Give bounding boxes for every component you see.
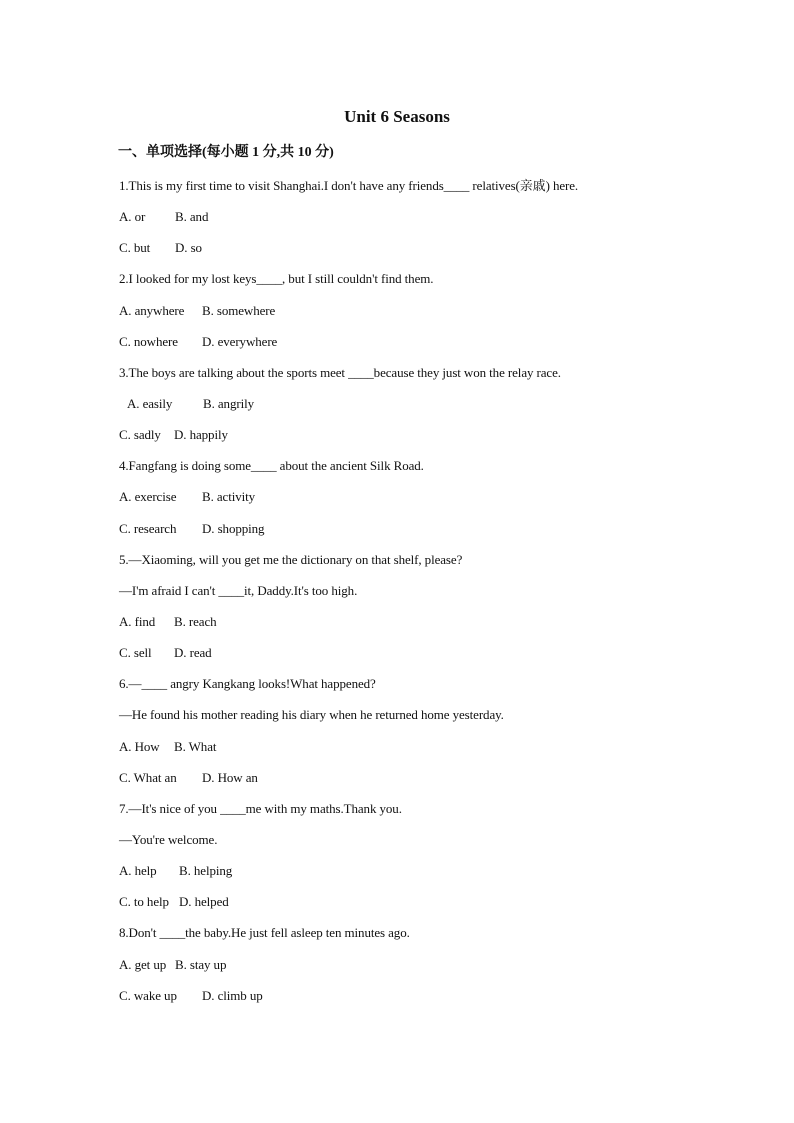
option-row (119, 301, 679, 332)
option-row (119, 861, 679, 892)
question-stem: 2.I looked for my lost keys____, but I still couldn't find them. (119, 271, 434, 287)
question-stem-continued: —You're welcome. (119, 831, 218, 847)
question-stem: 7.—It's nice of you ____me with my maths.Thank you. (119, 800, 402, 816)
option-row (119, 487, 679, 518)
option-b: B. helping (179, 863, 233, 879)
option-c: C. but (119, 240, 151, 256)
option-c: C. to help (119, 894, 169, 910)
question-stem-continued: —I'm afraid I can't ____it, Daddy.It's too high. (119, 582, 358, 598)
option-a: A. easily (127, 395, 173, 411)
option-row (119, 986, 679, 1017)
question-stem: 8.Don't ____the baby.He just fell asleep ten minutes ago. (119, 925, 410, 941)
option-row (119, 332, 679, 363)
option-a: A. get up (119, 956, 167, 972)
option-row (119, 737, 679, 768)
option-b: B. stay up (175, 956, 227, 972)
option-row (119, 612, 679, 643)
option-row (119, 519, 679, 550)
section-heading: 一、单项选择(每小题 1 分,共 10 分) (118, 145, 334, 160)
option-d: D. helped (179, 894, 229, 910)
option-d: D. happily (174, 427, 228, 443)
page-title: Unit 6 Seasons (344, 107, 450, 126)
option-c: C. wake up (119, 987, 177, 1003)
option-a: A. help (119, 863, 157, 879)
option-a: A. How (119, 738, 160, 754)
option-c: C. sadly (119, 427, 161, 443)
question-stem: 5.—Xiaoming, will you get me the dictionary on that shelf, please? (119, 551, 463, 567)
question-stem: 1.This is my first time to visit Shanghai.I don't have any friends____ relatives(亲戚) here. (119, 178, 579, 193)
option-d: D. everywhere (202, 333, 278, 349)
option-b: B. reach (174, 613, 217, 629)
option-a: A. anywhere (119, 302, 185, 318)
option-d: D. shopping (202, 520, 265, 536)
option-a: A. find (119, 613, 156, 629)
option-row (119, 425, 679, 456)
option-d: D. so (175, 240, 202, 256)
option-b: B. and (175, 209, 209, 225)
option-a: A. exercise (119, 489, 177, 505)
option-c: C. research (119, 520, 177, 536)
option-row (119, 238, 679, 269)
option-d: D. read (174, 645, 212, 661)
option-row (119, 955, 679, 986)
option-b: B. activity (202, 489, 256, 505)
question-list (119, 176, 679, 1017)
option-row (119, 892, 679, 923)
question-stem: 6.—____ angry Kangkang looks!What happened? (119, 676, 376, 692)
question-stem: 4.Fangfang is doing some____ about the ancient Silk Road. (119, 458, 424, 474)
option-d: D. How an (202, 769, 258, 785)
option-c: C. nowhere (119, 333, 178, 349)
question-stem: 3.The boys are talking about the sports meet ____because they just won the relay race. (119, 364, 561, 380)
question-stem-continued: —He found his mother reading his diary when he returned home yesterday. (119, 707, 504, 723)
option-b: B. angrily (203, 395, 254, 411)
option-c: C. What an (119, 769, 177, 785)
option-row (119, 643, 679, 674)
option-d: D. climb up (202, 987, 263, 1003)
option-a: A. or (119, 209, 146, 225)
option-c: C. sell (119, 645, 152, 661)
option-row (119, 207, 679, 238)
option-row (119, 394, 679, 425)
option-b: B. What (174, 738, 217, 754)
option-b: B. somewhere (202, 302, 276, 318)
option-row (119, 768, 679, 799)
